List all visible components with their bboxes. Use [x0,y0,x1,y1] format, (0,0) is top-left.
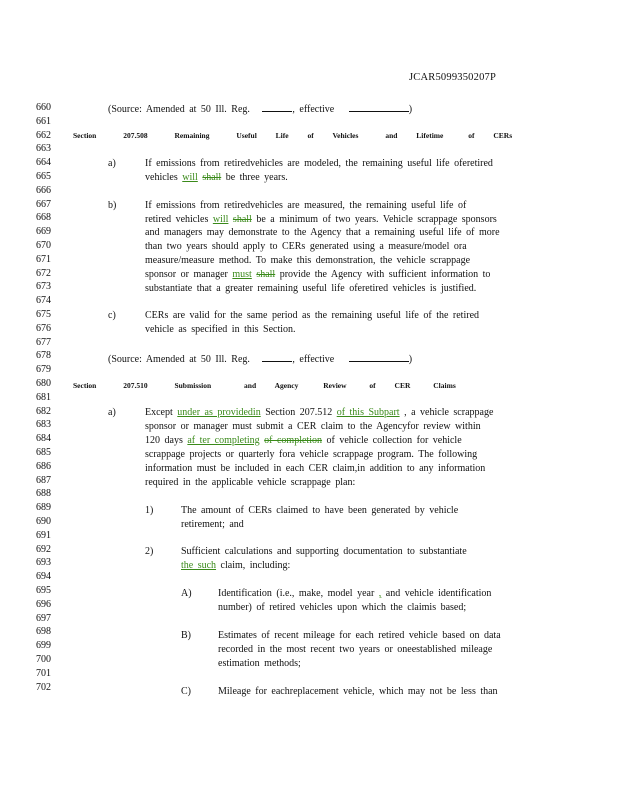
line-number: 666 [36,184,51,196]
paragraph-line: Identification (i.e., make, model year , and vehicle identification [218,588,492,599]
line-number: 690 [36,516,51,527]
deleted-text: shall [256,269,276,280]
line-number: 686 [36,460,51,472]
paragraph-line: required in the applicable vehicle scrappage plan: [145,477,356,488]
line-number: 660 [36,102,51,113]
line-number: 697 [36,612,51,624]
line-number: 676 [36,322,51,334]
line-number: 691 [36,529,51,541]
paragraph-line: Sufficient calculations and supporting documentation to substantiate [181,546,467,557]
paragraph-line: number) of retired vehicles upon which the claimis based; [218,602,467,613]
line-number: 670 [36,240,51,251]
source-note: (Source: Amended at 50 Ill. Reg. , effective ) [108,104,413,115]
item-label: B) [181,630,191,641]
line-number: 675 [36,309,51,320]
reg-blank [262,102,292,112]
date-blank [349,352,409,362]
source-note: (Source: Amended at 50 Ill. Reg. , effective ) [108,354,413,365]
item-label: 1) [145,505,154,516]
line-number: 685 [36,447,51,458]
paragraph-line: The amount of CERs claimed to have been generated by vehicle [181,505,459,516]
document-id-header: JCAR5099350207P [409,72,497,83]
section-heading: Section 207.510 Submission and Agency Review of CER Claims [73,381,456,390]
section-heading: Section 207.508 Remaining Useful Life of Vehicles and Lifetime of CERs [73,131,513,140]
line-number: 664 [36,157,51,169]
line-number: 663 [36,143,51,155]
line-number: 689 [36,502,51,514]
item-label: a) [108,158,116,169]
paragraph-line: vehicles will shall be three years. [145,172,288,183]
line-number: 682 [36,405,51,417]
reg-blank [262,352,292,362]
paragraph-line: recorded in the most recent two years or oneestablished mileage [218,644,493,655]
paragraph-line: sponsor or manager must shall provide the Agency with sufficient information to [145,269,491,280]
paragraph-line: scrappage projects or quarterly fora vehicle scrappage program. The following [145,449,478,460]
paragraph-line: sponsor or manager must submit a CER claim to the Agencyfor review within [145,421,481,432]
item-label: c) [108,310,116,321]
line-number: 688 [36,488,51,500]
inserted-text: of this Subpart [336,407,400,418]
paragraph-line: Estimates of recent mileage for each retired vehicle based on data [218,630,501,641]
paragraph-line: the such claim, including: [181,560,291,571]
section-label: Section [73,381,97,390]
line-number: 677 [36,336,51,348]
paragraph-line: than two years should apply to CERs generated using a measure/model ora [145,241,467,252]
line-number: 699 [36,640,51,652]
line-number: 684 [36,433,51,445]
paragraph-line: Mileage for eachreplacement vehicle, which may not be less than [218,686,498,697]
inserted-text: , [378,588,382,599]
deleted-text: shall [232,214,252,225]
line-number: 665 [36,171,51,182]
item-label: 2) [145,546,154,557]
line-number: 692 [36,543,51,555]
paragraph-line: Except under as providedin Section 207.512 of this Subpart , a vehicle scrappage [145,407,494,418]
line-number: 671 [36,253,51,265]
line-number: 678 [36,350,51,362]
paragraph-line: vehicle as specified in this Section. [145,324,296,335]
line-number: 694 [36,571,51,583]
paragraph-line: retired vehicles will shall be a minimum of two years. Vehicle scrappage sponsors [145,214,497,225]
item-label: A) [181,588,192,599]
line-number: 696 [36,598,51,610]
section-number: 207.508 [123,131,148,140]
item-label: b) [108,200,117,211]
line-number: 672 [36,267,51,279]
inserted-text: must [232,269,252,280]
inserted-text: under as providedin [177,407,261,418]
line-number: 693 [36,557,51,569]
section-label: Section [73,131,97,140]
item-label: a) [108,407,116,418]
line-number: 667 [36,198,51,210]
paragraph-line: retirement; and [181,519,244,530]
effective-label: , effective [292,354,335,365]
paragraph-line: estimation methods; [218,658,301,669]
line-number: 695 [36,585,51,596]
line-number: 683 [36,419,51,431]
line-number: 679 [36,364,51,376]
inserted-text: af ter completing [187,435,260,446]
paragraph-line: If emissions from retiredvehicles are modeled, the remaining useful life oferetired [145,158,493,169]
inserted-text: will [212,214,229,225]
paragraph-line: CERs are valid for the same period as the remaining useful life of the retired [145,310,480,321]
line-number: 668 [36,212,51,224]
line-number: 661 [36,115,51,127]
line-number: 680 [36,378,51,389]
line-number: 701 [36,667,51,679]
inserted-text: the such [181,560,217,571]
deleted-text: of completion [264,435,322,446]
effective-label: , effective [292,104,335,115]
paragraph-line: 120 days af ter completing of completion of vehicle collection for vehicle [145,435,462,446]
line-number: 687 [36,474,51,486]
line-number: 674 [36,295,51,307]
line-number: 662 [36,129,51,141]
paragraph-line: measure/measure method. To make this demonstration, the vehicle scrappage [145,255,471,266]
deleted-text: shall [202,172,222,183]
line-number: 673 [36,281,51,293]
paragraph-line: information must be included in each CER claim,in addition to any information [145,463,486,474]
source-note-text: (Source: Amended at 50 Ill. Reg. [108,354,250,365]
inserted-text: will [182,172,198,183]
item-label: C) [181,686,191,697]
paragraph-line: substantiate that a greater remaining useful life oferetired vehicles is justified. [145,283,477,294]
section-number: 207.510 [123,381,148,390]
line-number: 702 [36,681,51,693]
line-number: 698 [36,626,51,638]
line-number: 669 [36,226,51,238]
line-number: 681 [36,391,51,403]
paragraph-line: If emissions from retiredvehicles are measured, the remaining useful life of [145,200,467,211]
source-note-text: (Source: Amended at 50 Ill. Reg. [108,104,250,115]
paragraph-line: and managers may demonstrate to the Agency that a remaining useful life of more [145,227,500,238]
date-blank [349,102,409,112]
line-number: 700 [36,654,51,665]
